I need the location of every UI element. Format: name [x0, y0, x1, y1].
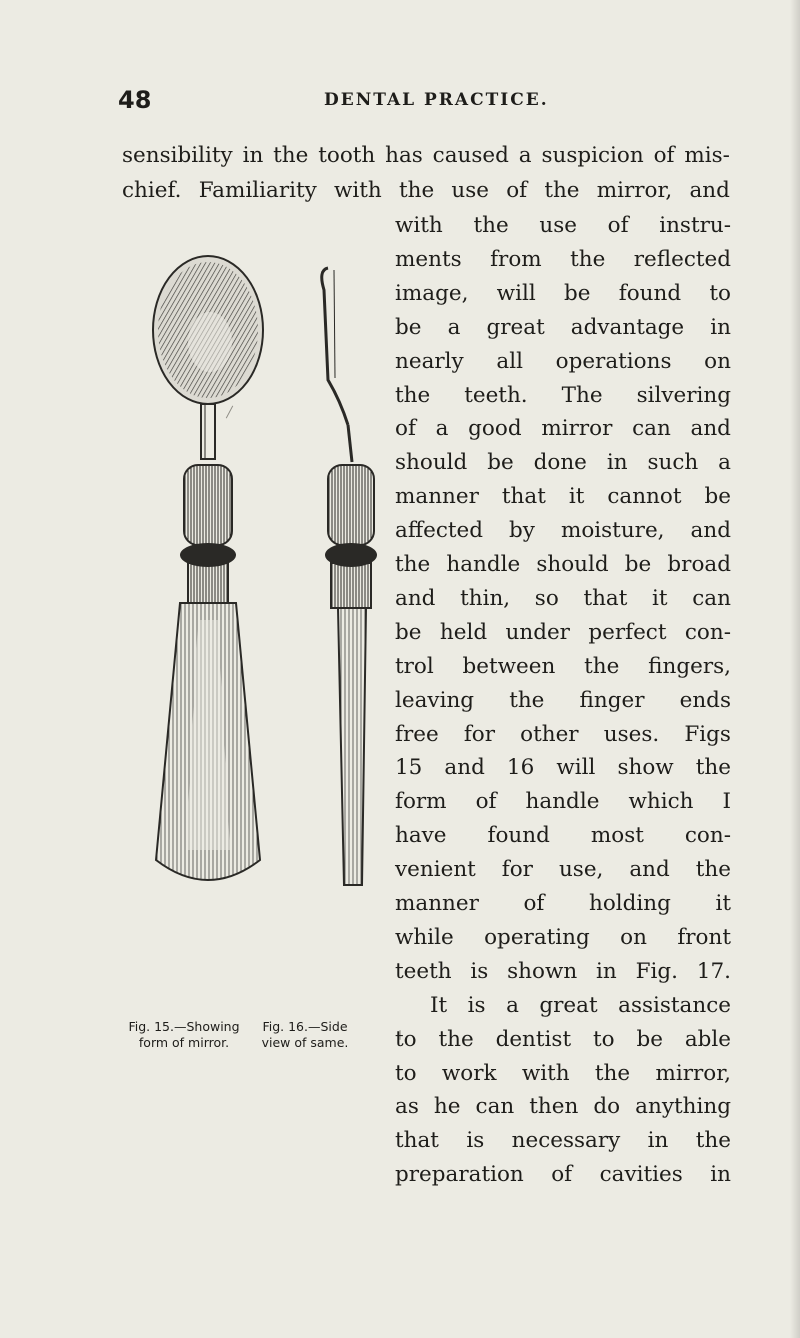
word: con- — [684, 823, 731, 848]
text-line — [395, 819, 731, 853]
word: form — [395, 789, 447, 814]
word: as — [395, 1094, 419, 1119]
text-line — [395, 277, 731, 311]
word: teeth. — [464, 383, 528, 408]
text-line — [395, 1023, 731, 1057]
word: a — [435, 416, 449, 441]
word: front — [677, 925, 731, 950]
word: teeth — [395, 959, 452, 984]
word: from — [490, 247, 542, 272]
text-line — [395, 1057, 731, 1091]
text-line — [395, 480, 731, 514]
word: handle — [525, 789, 600, 814]
word: of — [475, 789, 497, 814]
word: be — [395, 620, 422, 645]
word: with — [395, 213, 443, 238]
word: all — [496, 349, 523, 374]
text-line — [395, 311, 731, 345]
word: found — [618, 281, 682, 306]
word: in — [606, 450, 628, 475]
word: trol — [395, 654, 434, 679]
text-line — [122, 174, 730, 208]
word: be — [636, 1027, 663, 1052]
word: have — [395, 823, 447, 848]
word: assistance — [618, 993, 731, 1018]
word: the — [695, 857, 731, 882]
word: leaving — [395, 688, 475, 713]
word: done — [533, 450, 587, 475]
word: manner — [395, 484, 479, 509]
word: and — [629, 857, 670, 882]
text-line — [395, 785, 731, 819]
word: the — [570, 247, 606, 272]
page-number: 48 — [118, 86, 152, 114]
word: anything — [635, 1094, 731, 1119]
word: will — [496, 281, 536, 306]
word: able — [684, 1027, 731, 1052]
word: on — [620, 925, 647, 950]
word: the — [398, 178, 435, 203]
word: sensibility — [122, 143, 233, 168]
text-line — [395, 718, 731, 752]
word: the — [509, 688, 545, 713]
word: be — [487, 450, 514, 475]
word: of — [551, 1162, 573, 1187]
word: be — [624, 552, 652, 577]
word: It — [430, 993, 448, 1018]
word: in — [596, 959, 617, 984]
fig15-caption-line: Fig. 15.—Showing — [128, 1019, 240, 1034]
word: free — [395, 722, 439, 747]
text-line — [122, 139, 730, 173]
word: in — [647, 1128, 669, 1153]
fig15-caption-line: form of mirror. — [138, 1035, 230, 1050]
word: advantage — [570, 315, 685, 340]
fig15-caption — [124, 1019, 244, 1051]
word: work — [441, 1061, 497, 1086]
fig16-mirror-side-view — [322, 268, 377, 885]
text-line — [395, 209, 731, 243]
text-line — [395, 446, 731, 480]
word: the — [594, 1061, 631, 1086]
text-line — [395, 616, 731, 650]
word: of — [395, 416, 416, 441]
word: great — [486, 315, 545, 340]
word: be — [704, 484, 731, 509]
word: holding — [588, 891, 671, 916]
word: operating — [484, 925, 590, 950]
word: a — [506, 993, 519, 1018]
word: 16 — [506, 755, 535, 780]
word: and — [690, 518, 731, 543]
word: such — [647, 450, 699, 475]
word: mirror, — [596, 178, 673, 203]
fig16-caption-line: Fig. 16.—Side — [262, 1019, 348, 1034]
word: to — [395, 1061, 417, 1086]
word: instru- — [659, 213, 731, 238]
word: reflected — [633, 247, 731, 272]
word: he — [433, 1094, 461, 1119]
word: preparation — [395, 1162, 524, 1187]
word: to — [395, 1027, 417, 1052]
word: to — [592, 1027, 615, 1052]
text-line — [395, 887, 731, 921]
text-line — [395, 650, 731, 684]
word: operations — [555, 349, 672, 374]
word: for — [501, 857, 533, 882]
word: uses. — [603, 722, 660, 747]
text-line — [395, 1158, 731, 1192]
word: while — [395, 925, 454, 950]
word: of — [506, 178, 528, 203]
text-line — [395, 548, 731, 582]
word: has — [385, 143, 423, 168]
word: manner — [395, 891, 479, 916]
word: thin, — [460, 586, 511, 611]
word: other — [520, 722, 579, 747]
word: the — [395, 552, 431, 577]
word: and — [690, 416, 731, 441]
word: between — [462, 654, 556, 679]
word: moisture, — [560, 518, 665, 543]
word: it — [652, 586, 668, 611]
word: should — [536, 552, 609, 577]
word: Familiarity — [198, 178, 317, 203]
word: ments — [395, 247, 462, 272]
word: for — [463, 722, 496, 747]
word: silvering — [636, 383, 731, 408]
word: of — [607, 213, 629, 238]
word: use, — [558, 857, 604, 882]
word: will — [556, 755, 596, 780]
word: so — [534, 586, 559, 611]
word: can — [692, 586, 731, 611]
word: great — [539, 993, 598, 1018]
word: Figs — [684, 722, 731, 747]
word: the — [695, 755, 731, 780]
fig16-caption-line: view of same. — [261, 1035, 349, 1050]
page-edge-shadow — [790, 0, 800, 1338]
text-line — [395, 684, 731, 718]
word: mirror, — [655, 1061, 731, 1086]
fig15-mirror-front-view — [153, 256, 263, 880]
word: affected — [395, 518, 483, 543]
word: the — [273, 143, 309, 168]
word: do — [593, 1094, 621, 1119]
word: of — [523, 891, 545, 916]
word: is — [466, 1128, 485, 1153]
word: finger — [579, 688, 645, 713]
word: and — [689, 178, 730, 203]
fig16-caption — [245, 1019, 365, 1051]
word: the — [395, 383, 431, 408]
word: held — [439, 620, 488, 645]
word: with — [333, 178, 382, 203]
word: tooth — [318, 143, 376, 168]
word: a — [447, 315, 461, 340]
mirror-illustration — [148, 250, 398, 895]
word: image, — [395, 281, 469, 306]
word: that — [501, 484, 546, 509]
word: a — [518, 143, 532, 168]
text-line — [395, 514, 731, 548]
word: be — [395, 315, 422, 340]
text-line — [395, 955, 731, 989]
word: shown — [507, 959, 578, 984]
word: use — [539, 213, 577, 238]
word: I — [722, 789, 731, 814]
text-line — [395, 853, 731, 887]
text-line — [395, 582, 731, 616]
word: perfect — [588, 620, 667, 645]
word: con- — [684, 620, 731, 645]
word: is — [470, 959, 489, 984]
word: of — [653, 143, 675, 168]
word: a — [718, 450, 731, 475]
word: in — [710, 1162, 731, 1187]
text-line — [395, 379, 731, 413]
word: found — [487, 823, 550, 848]
word: can — [475, 1094, 515, 1119]
word: necessary — [511, 1128, 621, 1153]
word: and — [444, 755, 485, 780]
word: cannot — [607, 484, 682, 509]
text-line — [395, 1124, 731, 1158]
word: mirror — [541, 416, 613, 441]
word: that — [583, 586, 628, 611]
text-line — [430, 989, 731, 1023]
word: The — [561, 383, 603, 408]
word: the — [584, 654, 620, 679]
word: on — [704, 349, 731, 374]
word: then — [529, 1094, 579, 1119]
text-line — [395, 412, 731, 446]
word: is — [467, 993, 486, 1018]
text-line — [395, 243, 731, 277]
word: mis- — [684, 143, 730, 168]
text-line — [395, 751, 731, 785]
text-line — [395, 921, 731, 955]
word: that — [395, 1128, 439, 1153]
word: broad — [667, 552, 731, 577]
word: venient — [395, 857, 476, 882]
running-title: DENTAL PRACTICE. — [324, 90, 549, 110]
word: which — [628, 789, 694, 814]
word: the — [473, 213, 509, 238]
word: handle — [446, 552, 521, 577]
word: suspicion — [541, 143, 644, 168]
word: caused — [432, 143, 509, 168]
word: cavities — [599, 1162, 683, 1187]
word: show — [617, 755, 674, 780]
word: 15 — [395, 755, 423, 780]
word: the — [695, 1128, 731, 1153]
word: most — [590, 823, 644, 848]
word: dentist — [495, 1027, 572, 1052]
word: under — [505, 620, 570, 645]
word: the — [544, 178, 580, 203]
text-line — [395, 1090, 731, 1124]
word: fingers, — [648, 654, 731, 679]
word: be — [563, 281, 591, 306]
word: with — [521, 1061, 570, 1086]
word: ends — [679, 688, 731, 713]
word: use — [451, 178, 489, 203]
word: can — [632, 416, 671, 441]
word: it — [715, 891, 731, 916]
word: should — [395, 450, 468, 475]
word: the — [438, 1027, 474, 1052]
word: good — [468, 416, 522, 441]
text-line — [395, 345, 731, 379]
word: nearly — [395, 349, 464, 374]
word: and — [395, 586, 436, 611]
word: Fig. — [635, 959, 678, 984]
word: chief. — [122, 178, 182, 203]
word: it — [568, 484, 585, 509]
word: by — [509, 518, 535, 543]
running-head — [118, 86, 728, 116]
word: 17. — [696, 959, 731, 984]
word: in — [710, 315, 731, 340]
word: in — [242, 143, 264, 168]
word: to — [709, 281, 731, 306]
